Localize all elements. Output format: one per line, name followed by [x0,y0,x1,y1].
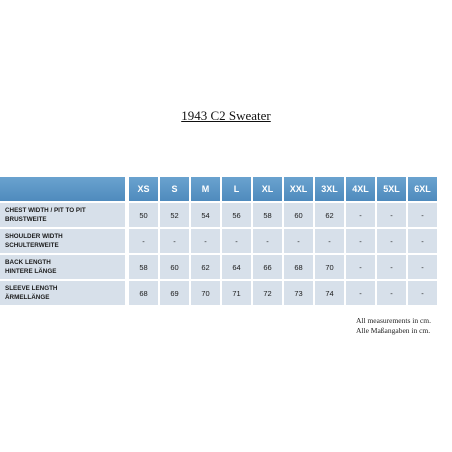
row-label [0,281,125,305]
size-header-cell: L [222,177,251,201]
size-header-cell: XL [253,177,282,201]
row-label [0,203,125,227]
table-corner-header [0,177,125,201]
table-cell: - [346,203,375,227]
table-cell: 64 [222,255,251,279]
table-cell: - [346,255,375,279]
table-row [0,229,439,253]
table-cell: 56 [222,203,251,227]
table-cell: - [222,229,251,253]
row-label-de: SCHULTERWEITE [5,242,59,249]
table-cell: - [284,229,313,253]
table-cell: - [315,229,344,253]
table-cell: - [408,255,437,279]
table-cell: - [377,203,406,227]
size-header-cell: S [160,177,189,201]
row-label-de: BRUSTWEITE [5,216,47,223]
row-label-de: HINTERE LÄNGE [5,268,57,275]
table-cell: 58 [253,203,282,227]
row-label [0,229,125,253]
row-label-en: BACK LENGTH [5,259,51,266]
row-label [0,255,125,279]
table-cell: - [129,229,158,253]
row-label-en: SLEEVE LENGTH [5,285,58,292]
table-cell: 62 [315,203,344,227]
table-cell: 52 [160,203,189,227]
row-label-de: ÄRMELLÄNGE [5,294,50,301]
table-row [0,203,439,227]
table-cell: - [191,229,220,253]
size-table [0,203,439,307]
size-header-cell: M [191,177,220,201]
note-english: All measurements in cm. [356,316,431,325]
table-cell: - [253,229,282,253]
table-cell: - [377,281,406,305]
table-cell: 66 [253,255,282,279]
measurement-note [356,316,431,336]
table-cell: - [160,229,189,253]
size-header-cell: 5XL [377,177,406,201]
table-cell: 68 [129,281,158,305]
note-german: Alle Maßangaben in cm. [356,326,431,335]
table-cell: 58 [129,255,158,279]
size-header-cell: 6XL [408,177,437,201]
table-cell: 72 [253,281,282,305]
table-cell: 73 [284,281,313,305]
table-cell: - [377,229,406,253]
table-row [0,281,439,305]
table-cell: 68 [284,255,313,279]
row-label-en: SHOULDER WIDTH [5,233,63,240]
table-cell: 71 [222,281,251,305]
table-cell: 60 [160,255,189,279]
table-cell: - [408,203,437,227]
table-cell: 69 [160,281,189,305]
size-header-cell: 4XL [346,177,375,201]
row-label-en: CHEST WIDTH / PIT TO PIT [5,207,86,214]
table-cell: - [377,255,406,279]
table-cell: 70 [191,281,220,305]
table-cell: - [346,281,375,305]
size-header-cell: 3XL [315,177,344,201]
table-cell: 62 [191,255,220,279]
table-cell: 54 [191,203,220,227]
size-header-cell: XS [129,177,158,201]
size-header-row [129,177,439,201]
table-cell: 50 [129,203,158,227]
table-row [0,255,439,279]
table-cell: - [408,229,437,253]
table-cell: 60 [284,203,313,227]
page-title: 1943 C2 Sweater [181,108,271,123]
table-cell: - [346,229,375,253]
table-cell: 74 [315,281,344,305]
size-header-cell: XXL [284,177,313,201]
table-cell: 70 [315,255,344,279]
table-cell: - [408,281,437,305]
